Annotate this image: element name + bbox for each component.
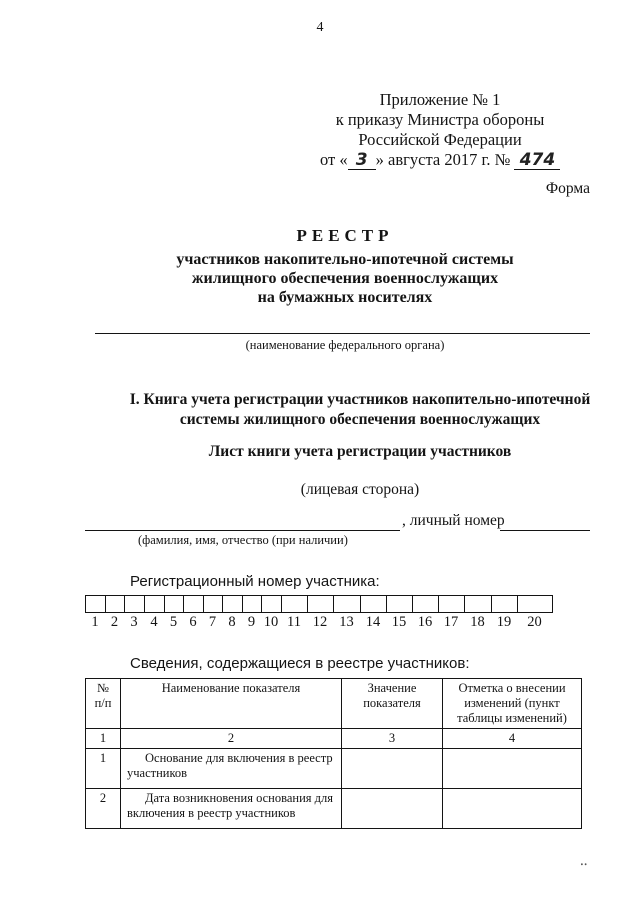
personal-number-line: [500, 530, 590, 531]
reg-digit-box[interactable]: [183, 595, 204, 612]
table-row: [86, 789, 582, 829]
reg-digit-box[interactable]: [386, 595, 413, 612]
header-value: Значение показателя: [342, 679, 443, 729]
row-number: 2: [86, 789, 121, 829]
header-name: Наименование показателя: [121, 679, 342, 729]
reg-number-label: Регистрационный номер участника:: [130, 573, 380, 590]
section-heading-line-1: I. Книга учета регистрации участников накопительно-ипотечной: [129, 391, 591, 408]
col-number: 1: [86, 729, 121, 749]
row-name: Дата возникновения основания для включения в реестр участников: [121, 789, 342, 829]
header-mark: Отметка о внесении изменений (пункт таблицы изменений): [443, 679, 582, 729]
reg-digit-box[interactable]: [333, 595, 361, 612]
table-header-row: [86, 679, 582, 729]
row-value[interactable]: [342, 749, 443, 789]
fio-caption: (фамилия, имя, отчество (при наличии): [138, 533, 348, 547]
sheet-title: Лист книги учета регистрации участников: [208, 443, 512, 460]
reg-digit-box[interactable]: [105, 595, 125, 612]
col-number: 2: [121, 729, 342, 749]
section-heading-line-2: системы жилищного обеспечения военнослужащих: [179, 411, 541, 428]
subtitle-line-3: на бумажных носителях: [257, 289, 433, 306]
date-day-handwritten: 3: [348, 152, 376, 170]
col-number: 3: [342, 729, 443, 749]
row-number: 1: [86, 749, 121, 789]
row-mark[interactable]: [443, 789, 582, 829]
digit-position-label: 4: [150, 614, 158, 630]
digit-position-label: 18: [470, 614, 485, 630]
reg-digit-box[interactable]: [360, 595, 387, 612]
header-num: № п/п: [86, 679, 121, 729]
column-number-row: [86, 729, 582, 749]
table-row: [86, 749, 582, 789]
digit-position-label: 3: [130, 614, 138, 630]
digit-position-label: 13: [339, 614, 354, 630]
reg-digit-box[interactable]: [164, 595, 184, 612]
federal-body-caption: (наименование федерального органа): [245, 338, 445, 352]
reg-digit-box[interactable]: [412, 595, 439, 612]
reg-digit-box[interactable]: [517, 595, 553, 612]
row-value[interactable]: [342, 789, 443, 829]
digit-position-label: 20: [527, 614, 542, 630]
reg-digit-box[interactable]: [307, 595, 334, 612]
form-label: Форма: [545, 180, 590, 197]
registry-table: [85, 678, 582, 829]
reg-digit-box[interactable]: [438, 595, 465, 612]
appendix-date-line: [320, 150, 560, 170]
reg-digit-box[interactable]: [242, 595, 262, 612]
digit-position-label: 5: [169, 614, 178, 630]
corner-mark: ⸱⸱: [580, 858, 588, 873]
digit-position-label: 19: [496, 614, 512, 630]
reg-digit-box[interactable]: [491, 595, 518, 612]
document-subtitle: [0, 250, 640, 307]
face-side-caption: (лицевая сторона): [300, 481, 420, 498]
digit-position-label: 14: [365, 614, 381, 630]
reg-digit-box[interactable]: [464, 595, 492, 612]
federal-body-line: [95, 333, 590, 334]
digit-position-label: 8: [228, 614, 236, 630]
order-number-handwritten: 474: [514, 152, 560, 170]
date-prefix: от «: [320, 150, 348, 169]
digit-position-label: 16: [417, 614, 433, 630]
digit-position-label: 7: [208, 614, 217, 630]
reg-digit-box[interactable]: [144, 595, 165, 612]
date-suffix: » августа 2017 г. №: [375, 150, 511, 169]
info-label: Сведения, содержащиеся в реестре участников:: [130, 655, 470, 672]
digit-position-label: 11: [287, 614, 301, 630]
digit-position-label: 10: [263, 614, 279, 630]
reg-digit-box[interactable]: [124, 595, 145, 612]
reg-digit-box[interactable]: [261, 595, 282, 612]
col-number: 4: [443, 729, 582, 749]
personal-number-label: , личный номер: [402, 512, 505, 529]
appendix-block: [320, 90, 560, 170]
digit-position-label: 15: [391, 614, 407, 630]
digit-position-label: 12: [312, 614, 328, 630]
reg-digit-box[interactable]: [222, 595, 243, 612]
appendix-country-line: Российской Федерации: [358, 130, 522, 149]
reg-digit-box[interactable]: [281, 595, 308, 612]
document-title: РЕЕСТР: [296, 226, 394, 245]
row-mark[interactable]: [443, 749, 582, 789]
fio-line: [85, 530, 400, 531]
reg-digit-box[interactable]: [203, 595, 223, 612]
digit-position-label: 1: [91, 614, 99, 630]
appendix-title: Приложение № 1: [379, 90, 501, 109]
digit-position-label: 2: [110, 614, 119, 630]
digit-position-label: 17: [443, 614, 459, 630]
subtitle-line-1: участников накопительно-ипотечной системы: [176, 251, 514, 268]
reg-digit-box[interactable]: [85, 595, 106, 612]
appendix-order-line: к приказу Министра обороны: [335, 110, 545, 129]
row-name: Основание для включения в реестр участников: [121, 749, 342, 789]
page-number: 4: [316, 20, 324, 35]
subtitle-line-2: жилищного обеспечения военнослужащих: [191, 270, 499, 287]
digit-position-label: 6: [189, 614, 197, 630]
section-heading: [60, 390, 640, 430]
digit-position-label: 9: [247, 614, 256, 630]
